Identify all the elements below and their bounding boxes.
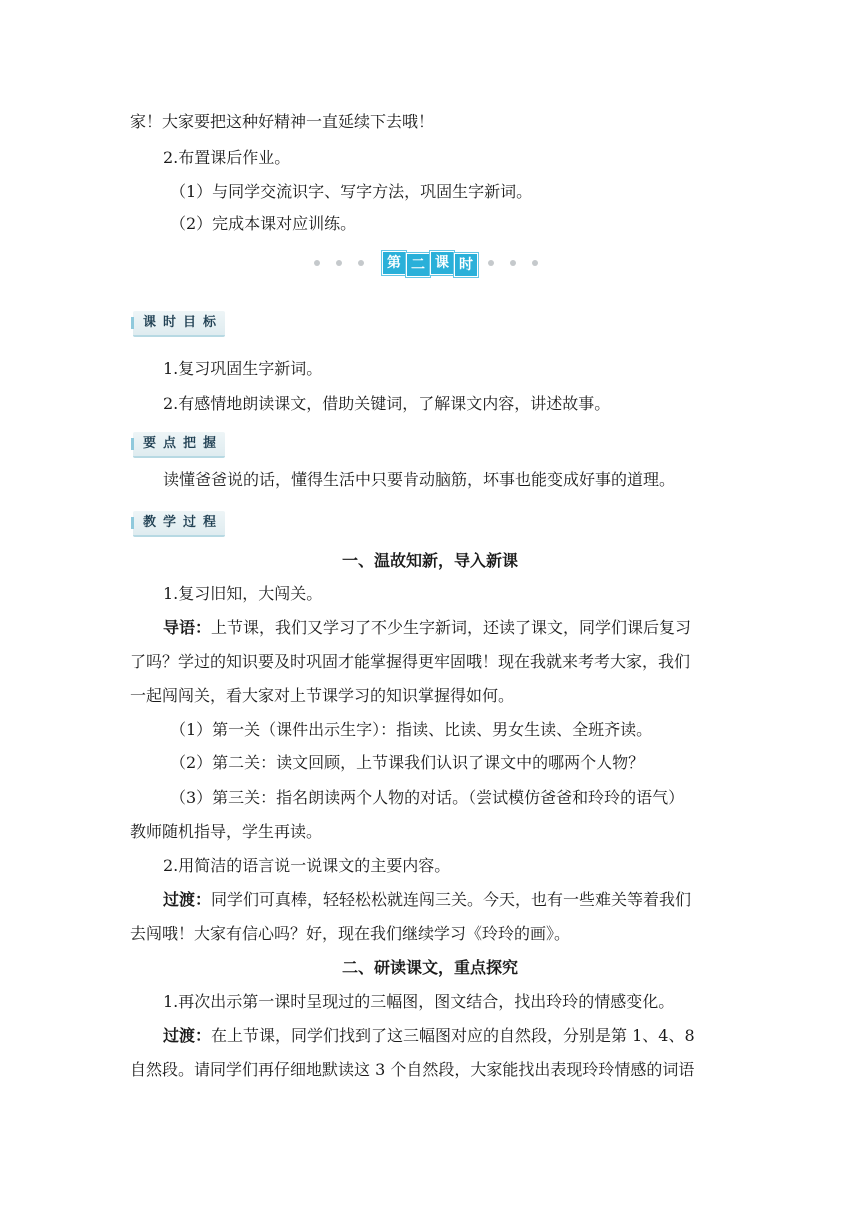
text-line: 1.复习巩固生字新词。 — [163, 359, 323, 378]
section-tab-label: 教学过程 — [143, 515, 224, 530]
text-line: 了吗？学过的知识要及时巩固才能掌握得更牢固哦！现在我就来考考大家，我们 — [130, 652, 691, 671]
divider-dot — [336, 260, 342, 266]
intro-text: 上节课，我们又学习了不少生字新词，还读了课文，同学们课后复习 — [211, 618, 692, 637]
intro-label: 导语： — [163, 618, 212, 637]
text-line — [163, 618, 740, 638]
text-line: 1.复习旧知，大闯关。 — [163, 584, 323, 603]
section-heading: 二、研读课文，重点探究 — [341, 958, 518, 977]
divider-dot — [488, 260, 494, 266]
text-line: 1.再次出示第一课时呈现过的三幅图，图文结合，找出玲玲的情感变化。 — [163, 992, 675, 1011]
text-line: （2）第二关：读文回顾，上节课我们认识了课文中的哪两个人物？ — [170, 753, 645, 772]
divider-dot — [532, 260, 538, 266]
text-line: 2.有感情地朗读课文，借助关键词，了解课文内容，讲述故事。 — [163, 394, 611, 413]
transition-text: 同学们可真棒，轻轻松松就连闯三关。今天，也有一些难关等着我们 — [211, 890, 692, 909]
divider-tile: 二 — [406, 253, 430, 277]
text-line: 自然段。请同学们再仔细地默读这 3 个自然段，大家能找出表现玲玲情感的词语 — [130, 1060, 695, 1079]
section-heading: 一、温故知新，导入新课 — [341, 551, 518, 570]
divider-dot — [510, 260, 516, 266]
text-line: （3）第三关：指名朗读两个人物的对话。（尝试模仿爸爸和玲玲的语气） — [170, 788, 685, 807]
text-line: 2.用简洁的语言说一说课文的主要内容。 — [163, 856, 451, 875]
divider-dot — [358, 260, 364, 266]
text-line: 家！大家要把这种好精神一直延续下去哦！ — [130, 112, 435, 131]
text-line — [163, 1026, 740, 1046]
text-line: 去闯哦！大家有信心吗？好，现在我们继续学习《玲玲的画》。 — [130, 924, 571, 943]
text-line: 2.布置课后作业。 — [163, 148, 291, 167]
divider-tile: 时 — [454, 253, 478, 277]
section-tab-label: 要点把握 — [143, 436, 224, 451]
transition-text: 在上节课，同学们找到了这三幅图对应的自然段，分别是第 1、4、8 — [211, 1026, 695, 1045]
transition-label: 过渡： — [163, 890, 212, 909]
section-tab-keypoints — [133, 432, 225, 458]
text-line: （1）第一关（课件出示生字）：指读、比读、男女生读、全班齐读。 — [170, 720, 653, 739]
text-line: 一起闯闯关，看大家对上节课学习的知识掌握得如何。 — [130, 686, 515, 705]
divider-tile: 第 — [382, 251, 406, 275]
section-tab-process — [133, 511, 225, 537]
text-line: 读懂爸爸说的话，懂得生活中只要肯动脑筋，坏事也能变成好事的道理。 — [163, 470, 676, 489]
section-tab-objectives — [133, 311, 225, 337]
divider-dot — [314, 260, 320, 266]
lesson-divider — [310, 250, 550, 276]
text-line: 教师随机指导，学生再读。 — [130, 822, 323, 841]
section-tab-label: 课时目标 — [143, 315, 224, 330]
divider-tile: 课 — [430, 251, 454, 275]
text-line — [163, 890, 740, 910]
text-line: （2）完成本课对应训练。 — [170, 214, 357, 233]
text-line: （1）与同学交流识字、写字方法，巩固生字新词。 — [170, 182, 533, 201]
transition-label: 过渡： — [163, 1026, 212, 1045]
